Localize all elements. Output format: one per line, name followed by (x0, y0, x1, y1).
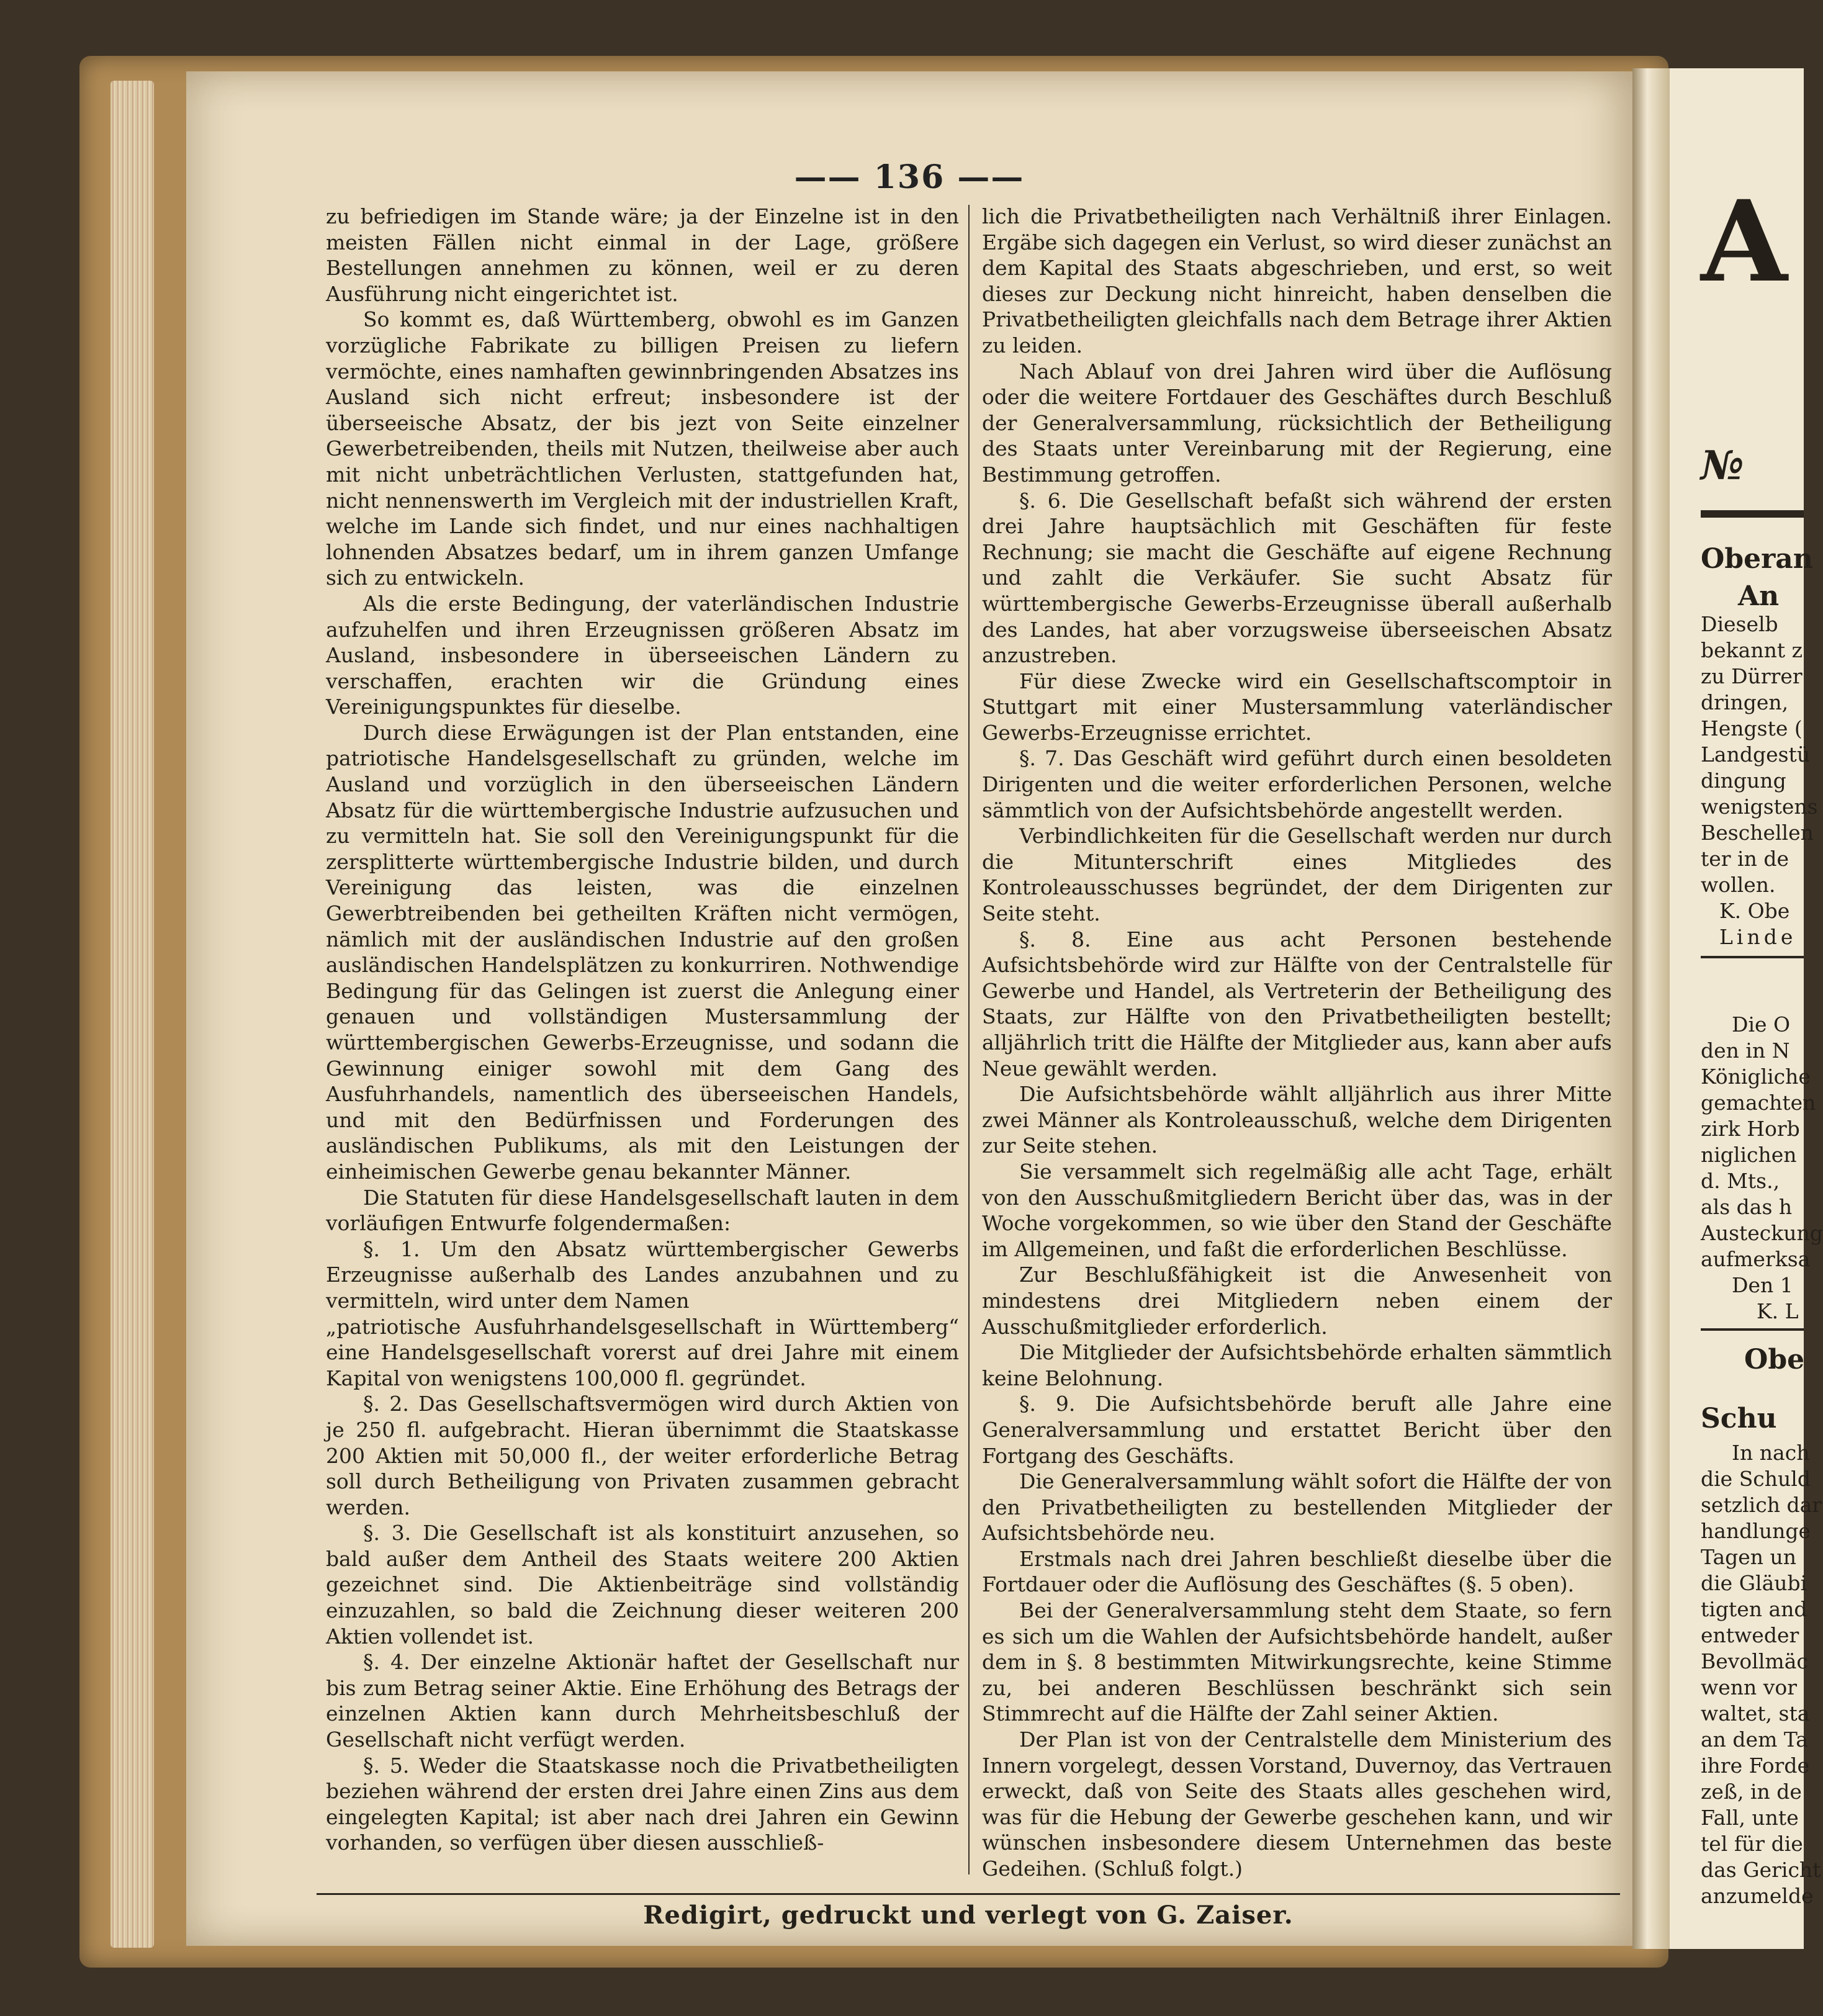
fragment-line: waltet, sta (1701, 1701, 1810, 1726)
fragment-line: Bevollmäc (1701, 1649, 1808, 1673)
fragment-line: setzlich dar (1701, 1493, 1822, 1517)
fragment-line: den in N (1701, 1038, 1790, 1063)
fragment-line: entweder (1701, 1623, 1799, 1647)
right-column (982, 204, 1612, 1882)
fragment-line: die Gläubi (1701, 1571, 1807, 1595)
fragment-line: gemachten (1701, 1091, 1816, 1115)
fragment-line: Hengste ( (1701, 716, 1803, 740)
paragraph: Die Aufsichtsbehörde wählt alljährlich aus ihrer Mitte zwei Männer als Kontroleausschuß, welche dem Dirigenten zur Seite stehen. (982, 1082, 1612, 1158)
column-divider (968, 205, 970, 1874)
fragment-line: die Schuld (1701, 1467, 1811, 1491)
fragment-line: handlunge (1701, 1519, 1811, 1543)
fragment-line: Den 1 (1732, 1273, 1793, 1297)
rule (1701, 956, 1804, 958)
fragment-line: an dem Ta (1701, 1727, 1808, 1752)
fragment-line: zeß, in de (1701, 1780, 1802, 1804)
fragment-line: wenn vor (1701, 1675, 1798, 1699)
fragment-line: Linde (1719, 925, 1797, 949)
paragraph: So kommt es, daß Württemberg, obwohl es im Ganzen vorzügliche Fabrikate zu billigen Preisen zu liefern vermöchte, eines namhaften gewinnbringenden Absatzes ins Ausland sich nicht erfreut; insbesondere ist der überseeische Absatz, der bis jezt von Seite einzelner Gewerbetreibenden, theils mit Nutzen, theilweise aber auch mit nicht unbeträchtlichen Verlusten, stattgefunden hat, nicht nennenswerth im Vergleich mit der industriellen Kraft, welche im Lande sich findet, und nur eines nachhaltigen lohnenden Absatzes bedarf, um in ihrem ganzen Umfange sich zu entwickeln. (326, 307, 959, 590)
paragraph: zu befriedigen im Stande wäre; ja der Einzelne ist in den meisten Fällen nicht einmal in der Lage, größere Bestellungen annehmen zu können, weil er zu deren Ausführung nicht eingerichtet ist. (326, 204, 959, 306)
fragment-line: In nach (1732, 1441, 1810, 1465)
fragment-line: Die O (1732, 1012, 1791, 1037)
fragment-line: Dieselb (1701, 612, 1778, 636)
section-heading: Oberan (1701, 543, 1813, 575)
paragraph: Die Statuten für diese Handelsgesellschaft lauten in dem vorläufigen Entwurfe folgendermaßen: (326, 1185, 959, 1236)
page-header: —— 136 —— (794, 158, 1025, 196)
paragraph: §. 1. Um den Absatz württembergischer Gewerbs Erzeugnisse außerhalb des Landes anzubahnen und zu vermitteln, wird unter dem Namen (326, 1236, 959, 1313)
fragment-line: K. Obe (1719, 899, 1790, 923)
section-subheading: An (1738, 580, 1780, 612)
fragment-line: dingung (1701, 768, 1786, 793)
fragment-line: Beschellen (1701, 821, 1814, 845)
paragraph: Die Generalversammlung wählt sofort die Hälfte der von den Privatbetheiligten zu bestellenden Mitglieder der Aufsichtsbehörde neu. (982, 1469, 1612, 1546)
paragraph: §. 8. Eine aus acht Personen bestehende Aufsichtsbehörde wird zur Hälfte von der Centralstelle für Gewerbe und Handel, als Vertreterin der Betheiligung des Staats, zur Hälfte von den Privatbetheiligten bestellt; alljährlich tritt die Hälfte der Mitglieder aus, kann aber aufs Neue gewählt werden. (982, 927, 1612, 1081)
paragraph: §. 5. Weder die Staatskasse noch die Privatbetheiligten beziehen während der ersten drei Jahre einen Zins aus dem eingelegten Kapital; ist aber nach drei Jahren ein Gewinn vorhanden, so verfügen über diesen ausschließ- (326, 1753, 959, 1855)
paragraph: Sie versammelt sich regelmäßig alle acht Tage, erhält von den Ausschußmitgliedern Bericht über das, was in der Woche vorgekommen, so wie über den Stand der Geschäfte im Allgemeinen, und faßt die erforderlichen Beschlüsse. (982, 1159, 1612, 1261)
fragment-line: ter in de (1701, 847, 1789, 871)
paragraph: §. 6. Die Gesellschaft befaßt sich während der ersten drei Jahre hauptsächlich mit Geschäften für feste Rechnung; sie macht die Geschäfte auf eigene Rechnung und zahlt die Verkäufer. Sie sucht Absatz für württembergische Gewerbs-Erzeugnisse überall außerhalb des Landes, hat aber vorzugsweise überseeischen Absatz anzustreben. (982, 488, 1612, 668)
section-heading: Obe (1744, 1344, 1805, 1375)
left-column (326, 204, 959, 1856)
page-number: 136 (873, 158, 945, 196)
paragraph: Verbindlichkeiten für die Gesellschaft werden nur durch die Mitunterschrift eines Mitgliedes des Kontroleausschusses begründet, der dem Dirigenten zur Seite steht. (982, 824, 1612, 926)
fragment-line: tel für die (1701, 1832, 1803, 1856)
paragraph: §. 7. Das Geschäft wird geführt durch einen besoldeten Dirigenten und die weiter erforderlichen Personen, welche sämmtlich von der Aufsichtsbehörde angestellt werden. (982, 746, 1612, 822)
paragraph: Nach Ablauf von drei Jahren wird über die Auflösung oder die weitere Fortdauer des Geschäftes durch Beschluß der Generalversammlung, rücksichtlich der Betheiligung des Staats unter Vereinbarung mit der Regierung, eine Bestimmung getroffen. (982, 359, 1612, 487)
paragraph: Als die erste Bedingung, der vaterländischen Industrie aufzuhelfen und ihren Erzeugnissen größeren Absatz im Ausland, insbesondere in überseeischen Ländern zu verschaffen, erachten wir die Gründung eines Vereinigungspunktes für dieselbe. (326, 591, 959, 719)
paragraph: §. 4. Der einzelne Aktionär haftet der Gesellschaft nur bis zum Betrag seiner Aktie. Eine Erhöhung des Betrags der einzelnen Aktien kann durch Mehrheitsbeschluß der Gesellschaft nicht verfügt werden. (326, 1650, 959, 1752)
fragment-line: Fall, unte (1701, 1806, 1799, 1830)
fragment-line: d. Mts., (1701, 1169, 1780, 1193)
section-heading: Schu (1701, 1403, 1777, 1434)
fragment-line: aufmerksa (1701, 1247, 1811, 1271)
paragraph: Erstmals nach drei Jahren beschließt dieselbe über die Fortdauer oder die Auflösung des Geschäftes (§. 5 oben). (982, 1546, 1612, 1597)
fragment-line: K. L (1757, 1299, 1799, 1323)
fragment-line: zirk Horb (1701, 1117, 1800, 1141)
footer-rule (317, 1893, 1620, 1895)
fragment-line: Landgestü (1701, 742, 1811, 767)
fragment-line: zu Dürrer (1701, 664, 1803, 688)
paragraph: Für diese Zwecke wird ein Gesellschaftscomptoir in Stuttgart mit einer Mustersammlung vaterländischer Gewerbs-Erzeugnisse errichtet. (982, 668, 1612, 745)
paragraph: Bei der Generalversammlung steht dem Staate, so fern es sich um die Wahlen der Aufsichtsbehörde handelt, außer dem in §. 8 bestimmten Mitwirkungsrechte, keine Stimme zu, bei anderen Beschlüssen beschränkt sich sein Stimmrecht auf die Hälfte der Zahl seiner Aktien. (982, 1598, 1612, 1726)
page-edges (110, 81, 154, 1948)
fragment-line: niglichen (1701, 1143, 1797, 1167)
paragraph: Der Plan ist von der Centralstelle dem Ministerium des Innern vorgelegt, dessen Vorstand, Duvernoy, das Vertrauen erweckt, daß von Seite des Staats alles geschehen wird, was für die Hebung der Gewerbe geschehen kann, und wir wünschen insbesondere diesem Unternehmen das beste Gedeihen. (Schluß folgt.) (982, 1727, 1612, 1881)
paragraph: Durch diese Erwägungen ist der Plan entstanden, eine patriotische Handelsgesellschaft zu gründen, welche im Ausland und vorzüglich in den überseeischen Ländern Absatz für die württembergische Industrie aufzusuchen und zu vermitteln hat. Sie soll den Vereinigungspunkt für die zersplitterte württembergische Industrie bilden, und durch Vereinigung das leisten, was die einzelnen Gewerbtreibenden bei getheilten Kräften nicht vermögen, nämlich mit der ausländischen Industrie auf den großen ausländischen Handelsplätzen zu konkurriren. Nothwendige Bedingung für das Gelingen ist zuerst die Anlegung einer genauen und vollständigen Mustersammlung der württembergischen Gewerbs-Erzeugnisse, und sodann die Gewinnung einiger sowohl mit dem Gang des Ausfuhrhandels, namentlich des überseeischen Handels, und mit den Bedürfnissen und Forderungen des ausländischen Publikums, als mit den Leistungen der einheimischen Gewerbe genau bekannter Männer. (326, 720, 959, 1184)
book-gutter (1632, 68, 1670, 1949)
paragraph: Zur Beschlußfähigkeit ist die Anwesenheit von mindestens drei Mitgliedern neben einem der Ausschußmitglieder erforderlich. (982, 1262, 1612, 1339)
issue-number: № (1701, 443, 1744, 489)
fragment-line: wenigstens (1701, 794, 1818, 819)
fragment-line: Königliche (1701, 1064, 1811, 1089)
fragment-line: dringen, (1701, 690, 1789, 714)
paragraph: Die Mitglieder der Aufsichtsbehörde erhalten sämmtlich keine Belohnung. (982, 1340, 1612, 1390)
fragment-line: als das h (1701, 1195, 1793, 1219)
imprint: Redigirt, gedruckt und verlegt von G. Zaiser. (643, 1901, 1294, 1930)
fragment-line: anzumelde (1701, 1884, 1814, 1908)
masthead-letter: A (1701, 176, 1788, 307)
paragraph: §. 2. Das Gesellschaftsvermögen wird durch Aktien von je 250 fl. aufgebracht. Hieran übernimmt die Staatskasse 200 Aktien mit 50,000 fl., der weiter erforderliche Betrag soll durch Betheiligung von Privaten zusammen gebracht werden. (326, 1392, 959, 1519)
paragraph: §. 3. Die Gesellschaft ist als konstituirt anzusehen, so bald außer dem Antheil des Staats weitere 200 Aktien gezeichnet sind. Die Aktienbeiträge sind vollständig einzuzahlen, so bald die Zeichnung dieser weiteren 200 Aktien vollendet ist. (326, 1521, 959, 1649)
fragment-line: tigten and (1701, 1597, 1807, 1621)
paragraph: „patriotische Ausfuhrhandelsgesellschaft in Württemberg“ eine Handelsgesellschaft vorerst auf drei Jahre mit einem Kapital von wenigstens 100,000 fl. gegründet. (326, 1314, 959, 1390)
fragment-line: bekannt z (1701, 638, 1803, 662)
rule (1701, 510, 1804, 518)
fragment-line: das Gericht (1701, 1858, 1821, 1882)
fragment-line: ihre Forde (1701, 1753, 1809, 1778)
paragraph: lich die Privatbetheiligten nach Verhältniß ihrer Einlagen. Ergäbe sich dagegen ein Verlust, so wird dieser zunächst an dem Kapital des Staats abgeschrieben, und erst, so weit dieses zur Deckung nicht hinreicht, haben denselben die Privatbetheiligten gleichfalls nach dem Betrage ihrer Aktien zu leiden. (982, 204, 1612, 358)
fragment-line: Tagen un (1701, 1545, 1797, 1569)
rule (1701, 1328, 1804, 1331)
fragment-line: Austeckung (1701, 1221, 1823, 1245)
fragment-line: wollen. (1701, 873, 1776, 897)
paragraph: §. 9. Die Aufsichtsbehörde beruft alle Jahre eine Generalversammlung und erstattet Bericht über den Fortgang des Geschäfts. (982, 1392, 1612, 1468)
